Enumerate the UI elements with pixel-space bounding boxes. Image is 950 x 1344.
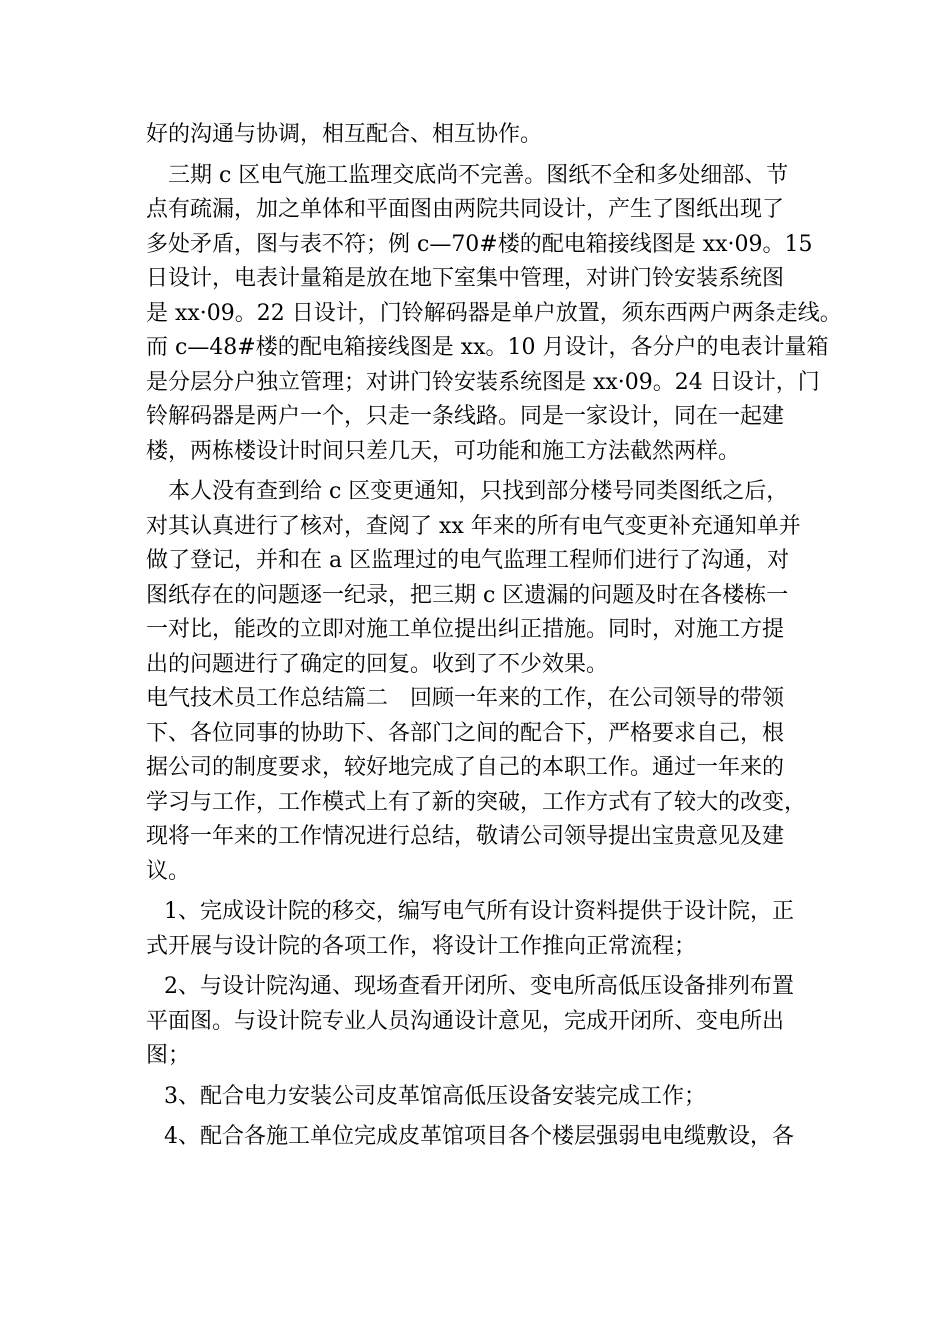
paragraph — [146, 118, 816, 153]
list-item — [146, 1120, 816, 1155]
text-line: 式开展与设计院的各项工作，将设计工作推向正常流程； — [146, 933, 697, 959]
list-item — [146, 895, 816, 964]
text-line: 而 c—48#楼的配电箱接线图是 xx。10 月设计，各分户的电表计量箱 — [146, 335, 829, 360]
paragraph — [146, 475, 816, 682]
text-line: 图纸存在的问题逐一纪录，把三期 c 区遗漏的问题及时在各楼栋一 — [146, 582, 789, 608]
list-item — [146, 970, 816, 1074]
text-line: 多处矛盾，图与表不符；例 c—70#楼的配电箱接线图是 xx·09。15 — [146, 231, 813, 257]
text-line: 1、完成设计院的移交，编写电气所有设计资料提供于设计院，正 — [164, 899, 794, 924]
text-line: 3、配合电力安装公司皮革馆高低压设备安装完成工作； — [164, 1083, 706, 1109]
text-line: 做了登记，并和在 a 区监理过的电气监理工程师们进行了沟通，对 — [146, 548, 790, 573]
text-line: 是分层分户独立管理；对讲门铃安装系统图是 xx·09。24 日设计，门 — [146, 369, 820, 395]
text-line: 好的沟通与协调，相互配合、相互协作。 — [146, 122, 543, 147]
text-line: 平面图。与设计院专业人员沟通设计意见，完成开闭所、变电所出 — [146, 1008, 785, 1034]
text-line: 议。 — [146, 858, 191, 884]
text-line: 现将一年来的工作情况进行总结，敬请公司领导提出宝贵意见及建 — [146, 824, 785, 849]
text-line: 下、各位同事的协助下、各部门之间的配合下，严格要求自己，根 — [146, 720, 785, 746]
text-line: 4、配合各施工单位完成皮革馆项目各个楼层强弱电电缆敷设，各 — [164, 1124, 794, 1149]
text-line: 据公司的制度要求，较好地完成了自己的本职工作。通过一年来的 — [146, 755, 785, 780]
text-line: 三期 c 区电气施工监理交底尚不完善。图纸不全和多处细部、节 — [168, 162, 789, 188]
text-line: 2、与设计院沟通、现场查看开闭所、变电所高低压设备排列布置 — [164, 974, 794, 999]
section-heading-line: 电气技术员工作总结篇二 回顾一年来的工作，在公司领导的带领 — [146, 686, 785, 711]
text-line: 一对比，能改的立即对施工单位提出纠正措施。同时，对施工方提 — [146, 617, 785, 642]
text-line: 是 xx·09。22 日设计，门铃解码器是单户放置，须东西两户两条走线。 — [146, 300, 842, 326]
text-line: 对其认真进行了核对，查阅了 xx 年来的所有电气变更补充通知单并 — [146, 513, 801, 539]
text-line: 铃解码器是两户一个，只走一条线路。同是一家设计，同在一起建 — [146, 404, 785, 429]
text-line: 出的问题进行了确定的回复。收到了不少效果。 — [146, 651, 609, 677]
text-line: 图； — [146, 1043, 191, 1068]
list-item — [146, 1080, 816, 1115]
document-body — [146, 118, 842, 1155]
text-line: 学习与工作，工作模式上有了新的突破，工作方式有了较大的改变， — [146, 789, 807, 815]
text-line: 点有疏漏，加之单体和平面图由两院共同设计，产生了图纸出现了 — [146, 197, 785, 222]
paragraph — [146, 159, 842, 470]
text-line: 楼，两栋楼设计时间只差几天，可功能和施工方法截然两样。 — [146, 438, 741, 464]
text-line: 本人没有查到给 c 区变更通知，只找到部分楼号同类图纸之后， — [168, 479, 789, 504]
paragraph — [146, 682, 816, 889]
text-line: 日设计，电表计量箱是放在地下室集中管理，对讲门铃安装系统图 — [146, 266, 785, 291]
